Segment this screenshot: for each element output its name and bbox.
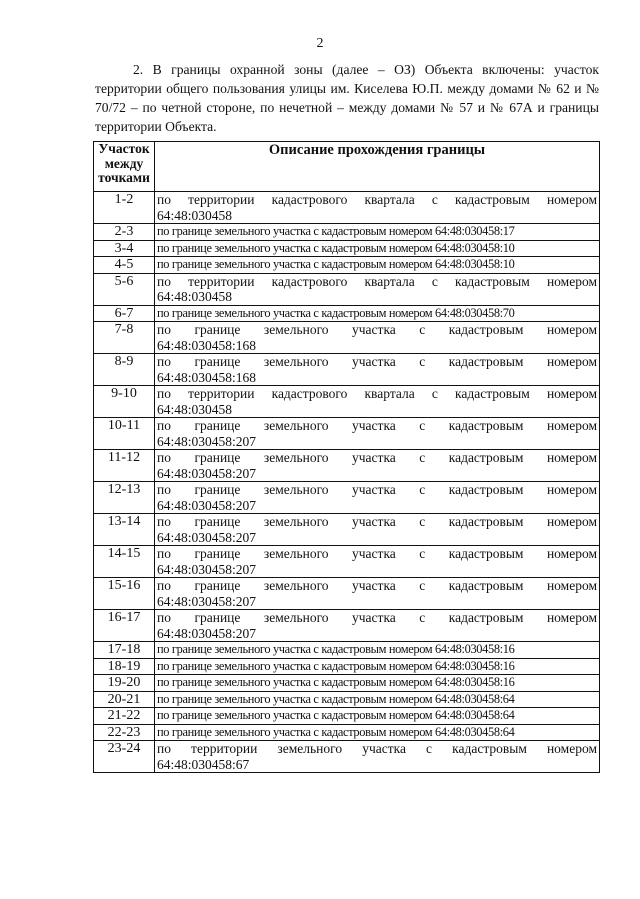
description-line-1: по границе земельного участка с кадастровым номером [157, 418, 597, 433]
segment-cell: 16-17 [94, 610, 155, 642]
table-row [94, 386, 600, 418]
segment-cell: 23-24 [94, 741, 155, 773]
table-row [94, 305, 600, 322]
description-line-2: 64:48:030458:168 [157, 369, 257, 385]
table-row [94, 322, 600, 354]
table-row [94, 675, 600, 692]
description-line-1: по территории земельного участка с кадастровым номером [157, 741, 597, 756]
description-cell [155, 482, 600, 514]
description-line-2: 64:48:030458 [157, 207, 233, 223]
segment-cell: 4-5 [94, 257, 155, 274]
table-row [94, 482, 600, 514]
description-line-2: 64:48:030458:207 [157, 593, 257, 609]
segment-cell: 1-2 [94, 192, 155, 224]
table-row [94, 354, 600, 386]
segment-cell: 9-10 [94, 386, 155, 418]
description-line-2: 64:48:030458:207 [157, 529, 257, 545]
description-cell: по границе земельного участка с кадастровым номером 64:48:030458:70 [155, 305, 600, 322]
description-cell: по границе земельного участка с кадастровым номером 64:48:030458:10 [155, 240, 600, 257]
segment-cell: 11-12 [94, 450, 155, 482]
description-line-1: по границе земельного участка с кадастровым номером [157, 514, 597, 529]
description-line-2: 64:48:030458:207 [157, 561, 257, 577]
description-cell [155, 578, 600, 610]
description-cell [155, 386, 600, 418]
description-cell [155, 546, 600, 578]
description-cell [155, 273, 600, 305]
description-line-1: по территории кадастрового квартала с кадастровым номером [157, 192, 597, 207]
description-cell [155, 514, 600, 546]
segment-cell: 22-23 [94, 724, 155, 741]
table-row [94, 240, 600, 257]
table-row [94, 578, 600, 610]
page-number: 2 [316, 36, 324, 51]
segment-cell: 2-3 [94, 224, 155, 241]
table-row [94, 224, 600, 241]
description-cell [155, 741, 600, 773]
description-cell [155, 450, 600, 482]
table-row [94, 708, 600, 725]
description-line-2: 64:48:030458 [157, 401, 233, 417]
description-line-2: 64:48:030458:67 [157, 756, 250, 772]
segment-cell: 13-14 [94, 514, 155, 546]
description-cell: по границе земельного участка с кадастровым номером 64:48:030458:17 [155, 224, 600, 241]
segment-cell: 12-13 [94, 482, 155, 514]
table-row [94, 546, 600, 578]
table-row [94, 450, 600, 482]
description-line-1: по границе земельного участка с кадастровым номером [157, 482, 597, 497]
description-line-1: по границе земельного участка с кадастровым номером [157, 578, 597, 593]
header-description: Описание прохождения границы [155, 142, 600, 192]
table-row [94, 642, 600, 659]
description-cell: по границе земельного участка с кадастровым номером 64:48:030458:64 [155, 724, 600, 741]
description-cell [155, 192, 600, 224]
table-row [94, 610, 600, 642]
description-cell: по границе земельного участка с кадастровым номером 64:48:030458:64 [155, 691, 600, 708]
segment-cell: 8-9 [94, 354, 155, 386]
segment-cell: 3-4 [94, 240, 155, 257]
description-cell: по границе земельного участка с кадастровым номером 64:48:030458:16 [155, 642, 600, 659]
description-cell: по границе земельного участка с кадастровым номером 64:48:030458:16 [155, 675, 600, 692]
table-row [94, 192, 600, 224]
description-cell: по границе земельного участка с кадастровым номером 64:48:030458:10 [155, 257, 600, 274]
description-cell [155, 322, 600, 354]
segment-cell: 18-19 [94, 658, 155, 675]
table-row [94, 418, 600, 450]
description-line-1: по территории кадастрового квартала с кадастровым номером [157, 273, 597, 289]
description-line-2: 64:48:030458:207 [157, 625, 257, 641]
description-line-2: 64:48:030458:207 [157, 433, 257, 449]
segment-cell: 6-7 [94, 305, 155, 322]
table-row [94, 724, 600, 741]
segment-cell: 21-22 [94, 708, 155, 725]
header-segment: Участок между точками [94, 142, 155, 192]
description-line-1: по границе земельного участка с кадастровым номером [157, 354, 597, 369]
description-line-2: 64:48:030458:207 [157, 497, 257, 513]
description-line-1: по границе земельного участка с кадастровым номером [157, 546, 597, 561]
description-line-2: 64:48:030458 [157, 289, 233, 304]
table-row [94, 658, 600, 675]
description-cell [155, 418, 600, 450]
description-cell: по границе земельного участка с кадастровым номером 64:48:030458:16 [155, 658, 600, 675]
description-cell: по границе земельного участка с кадастровым номером 64:48:030458:64 [155, 708, 600, 725]
description-cell [155, 354, 600, 386]
segment-cell: 5-6 [94, 273, 155, 305]
segment-cell: 15-16 [94, 578, 155, 610]
segment-cell: 19-20 [94, 675, 155, 692]
segment-cell: 7-8 [94, 322, 155, 354]
table-body [94, 192, 600, 773]
segment-cell: 10-11 [94, 418, 155, 450]
description-line-1: по границе земельного участка с кадастровым номером [157, 322, 597, 337]
intro-paragraph: 2. В границы охранной зоны (далее – ОЗ) Объекта включены: участок территории общего пользования улицы им. Киселева Ю.П. между домами № 62 и № 70/72 – по четной стороне, по нечетной – между домами № 57 и № 67А и границы территории Объекта. [95, 62, 599, 134]
description-line-2: 64:48:030458:168 [157, 337, 257, 353]
segment-cell: 20-21 [94, 691, 155, 708]
description-line-1: по территории кадастрового квартала с кадастровым номером [157, 386, 597, 401]
table-row [94, 514, 600, 546]
table-row [94, 741, 600, 773]
segment-cell: 17-18 [94, 642, 155, 659]
boundary-table [93, 141, 600, 773]
table-row [94, 257, 600, 274]
table-row [94, 691, 600, 708]
table-header-row [94, 142, 600, 192]
segment-cell: 14-15 [94, 546, 155, 578]
description-cell [155, 610, 600, 642]
table-row [94, 273, 600, 305]
description-line-1: по границе земельного участка с кадастровым номером [157, 450, 597, 465]
description-line-2: 64:48:030458:207 [157, 465, 257, 481]
description-line-1: по границе земельного участка с кадастровым номером [157, 610, 597, 625]
